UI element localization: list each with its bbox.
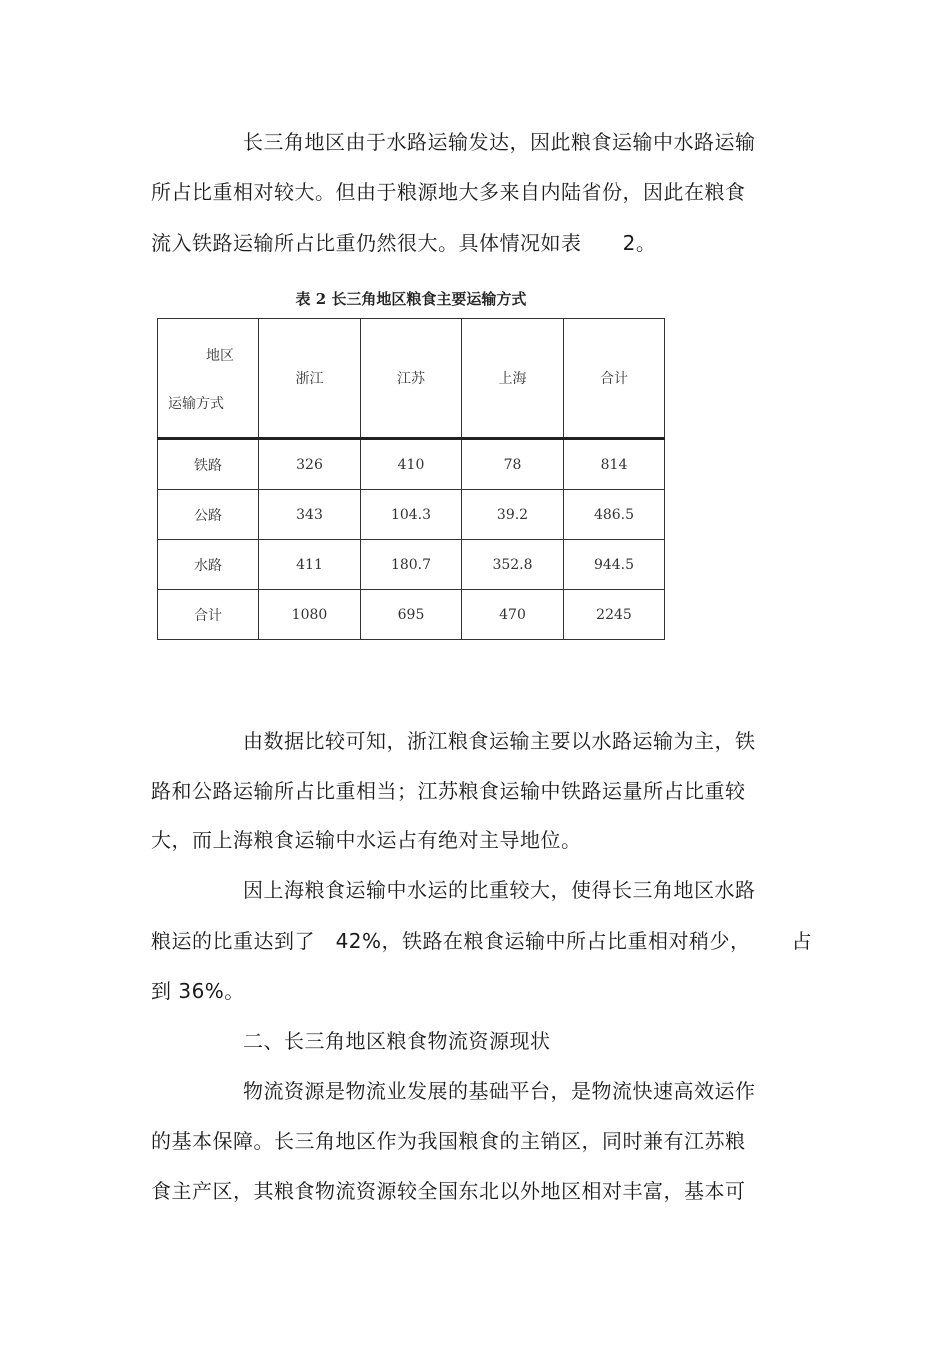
table-header-row: [158, 319, 665, 439]
table-row: [158, 540, 665, 590]
paragraph-4-line-2: 的基本保障。长三角地区作为我国粮食的主销区，同时兼有江苏粮: [151, 1129, 746, 1153]
table-row: [158, 439, 665, 490]
paragraph-1-line-1: 长三角地区由于水路运输发达，因此粮食运输中水路运输: [243, 130, 756, 154]
table-row: [158, 490, 665, 540]
column-header: 江苏: [361, 319, 462, 439]
table-cell: 2245: [564, 590, 665, 640]
table-cell: 39.2: [462, 490, 564, 540]
table-cell: 326: [259, 439, 361, 490]
paragraph-3-line-2: 粮运的比重达到了 42%，铁路在粮食运输中所占比重相对稍少， 占: [151, 929, 813, 953]
column-header: 浙江: [259, 319, 361, 439]
paragraph-2-line-1: 由数据比较可知，浙江粮食运输主要以水路运输为主，铁: [243, 729, 756, 753]
paragraph-4-line-3: 食主产区，其粮食物流资源较全国东北以外地区相对丰富，基本可: [151, 1179, 746, 1203]
row-label: 铁路: [158, 439, 259, 490]
table-cell: 695: [361, 590, 462, 640]
table-cell: 1080: [259, 590, 361, 640]
transport-mode-table: [157, 318, 665, 640]
section-heading: 二、长三角地区粮食物流资源现状: [243, 1029, 551, 1053]
row-label: 公路: [158, 490, 259, 540]
table-cell: 343: [259, 490, 361, 540]
table-cell: 78: [462, 439, 564, 490]
corner-label-transport-mode: 运输方式: [168, 396, 224, 412]
table-cell: 814: [564, 439, 665, 490]
table-cell: 352.8: [462, 540, 564, 590]
table-cell: 486.5: [564, 490, 665, 540]
paragraph-2-line-3: 大，而上海粮食运输中水运占有绝对主导地位。: [151, 828, 582, 852]
paragraph-3-line-1: 因上海粮食运输中水运的比重较大，使得长三角地区水路: [243, 878, 756, 902]
column-header: 上海: [462, 319, 564, 439]
table-cell: 470: [462, 590, 564, 640]
row-label: 水路: [158, 540, 259, 590]
table-corner-cell: [158, 319, 259, 439]
table-cell: 180.7: [361, 540, 462, 590]
table-cell: 104.3: [361, 490, 462, 540]
row-label: 合计: [158, 590, 259, 640]
table-row: [158, 590, 665, 640]
paragraph-4-line-1: 物流资源是物流业发展的基础平台，是物流快速高效运作: [243, 1079, 756, 1103]
column-header: 合计: [564, 319, 665, 439]
table-caption: 表 2 长三角地区粮食主要运输方式: [295, 290, 527, 308]
table-cell: 410: [361, 439, 462, 490]
paragraph-3-line-3: 到 36%。: [151, 979, 245, 1003]
transport-table-figure: [150, 288, 672, 643]
table-cell: 411: [259, 540, 361, 590]
paragraph-2-line-2: 路和公路运输所占比重相当；江苏粮食运输中铁路运量所占比重较: [151, 779, 746, 803]
paragraph-1-line-2: 所占比重相对较大。但由于粮源地大多来自内陆省份，因此在粮食: [151, 180, 746, 204]
corner-label-region: 地区: [206, 348, 234, 364]
paragraph-1-line-3: 流入铁路运输所占比重仍然很大。具体情况如表 2。: [151, 231, 657, 255]
table-cell: 944.5: [564, 540, 665, 590]
